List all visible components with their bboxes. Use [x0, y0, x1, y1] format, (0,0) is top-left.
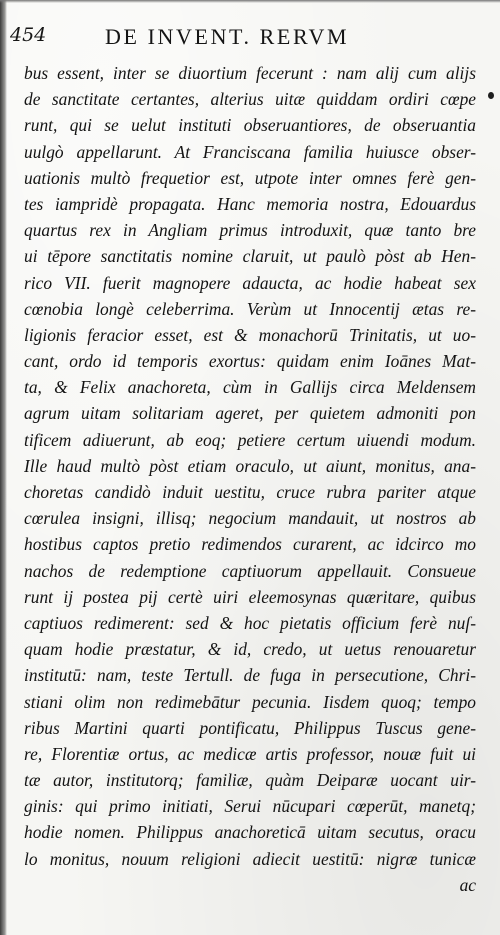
text-line: runt ij postea pij certè uiri eleemosynas quæritare, quibus	[24, 586, 476, 607]
text-line: ui tēpore sanctitatis nomine claruit, ut paulò pòst ab Hen-	[24, 246, 476, 267]
text-line: ligionis feracior esset, est & monachorū Trinitatis, ut uo-	[24, 324, 476, 345]
text-line: runt, qui se uelut instituti obseruantiores, de obseruantia	[24, 115, 476, 136]
text-line: bus essent, inter se diuortium fecerunt : nam alij cum alijs	[24, 63, 476, 83]
text-line: lo monitus, nouum religioni adiecit uestitū: nigræ tunicæ	[24, 848, 476, 869]
text-line: cant, ordo id temporis exortus: quidam enim Ioānes Mat-	[24, 351, 476, 372]
text-line: institutū: nam, teste Tertull. de fuga in persecutione, Chri-	[24, 665, 476, 686]
page-header	[10, 22, 490, 50]
text-line: captiuos redimerent: sed & hoc pietatis officium ferè nuſ-	[24, 612, 476, 633]
margin-ink-mark	[488, 92, 494, 99]
text-line: tificem adiuerunt, ab eoq; petiere certum uiuendi modum.	[24, 429, 476, 450]
text-line: ta, & Felix anachoreta, cùm in Gallijs circa Meldensem	[24, 377, 476, 398]
text-line: cœnobia longè celeberrima. Verùm ut Innocentij ætas re-	[24, 298, 476, 319]
text-line: re, Florentiæ ortus, ac medicæ artis professor, nouæ fuit ui	[24, 743, 476, 764]
text-line: uulgò appellarunt. At Franciscana familia huiusce obser-	[24, 141, 476, 162]
page-number: 454	[10, 24, 47, 46]
text-line: nachos de redemptione captiuorum appellauit. Consueue	[24, 560, 476, 581]
text-line: Ille haud multò pòst etiam oraculo, ut aiunt, monitus, ana-	[24, 455, 476, 476]
text-line: uationis multò frequetior est, utpote inter omnes ferè gen-	[24, 167, 476, 188]
running-head: DE INVENT. RERVM	[105, 24, 350, 49]
text-line: hodie nomen. Philippus anachoreticā uitam secutus, oracu	[24, 822, 476, 843]
text-line: ginis: qui primo initiati, Serui nūcupari cœperūt, manetq;	[24, 796, 476, 817]
text-line: quam hodie præstatur, & id, credo, ut uetus renouaretur	[24, 639, 476, 660]
text-line: tes iampridè propagata. Hanc memoria nostra, Edouardus	[24, 193, 476, 214]
text-line: stiani olim non redimebātur pecunia. Iisdem quoq; tempo	[24, 691, 476, 712]
text-line: tæ autor, institutorq; familiæ, quàm Deiparæ uocant uir-	[24, 770, 476, 791]
text-line: quartus rex in Angliam primus introduxit, quæ tanto bre	[24, 220, 476, 241]
text-line: rico VII. fuerit magnopere adaucta, ac hodie habeat sex	[24, 272, 476, 293]
text-line: de sanctitate certantes, alterius uitæ quiddam ordiri cœpe	[24, 89, 476, 110]
text-line: hostibus captos pretio redimendos curarent, ac idcirco mo	[24, 534, 476, 555]
text-line: choretas candidò induit uestitu, cruce rubra pariter atque	[24, 482, 476, 502]
text-line: cœrulea insigni, illisq; negocium mandauit, ut nostros ab	[24, 508, 476, 529]
catchword: ac	[459, 874, 476, 895]
text-line: agrum uitam solitariam ageret, per quietem admoniti pon	[24, 403, 476, 424]
body-text	[24, 60, 476, 898]
text-line: ribus Martini quarti pontificatu, Philippus Tuscus gene-	[24, 717, 476, 738]
